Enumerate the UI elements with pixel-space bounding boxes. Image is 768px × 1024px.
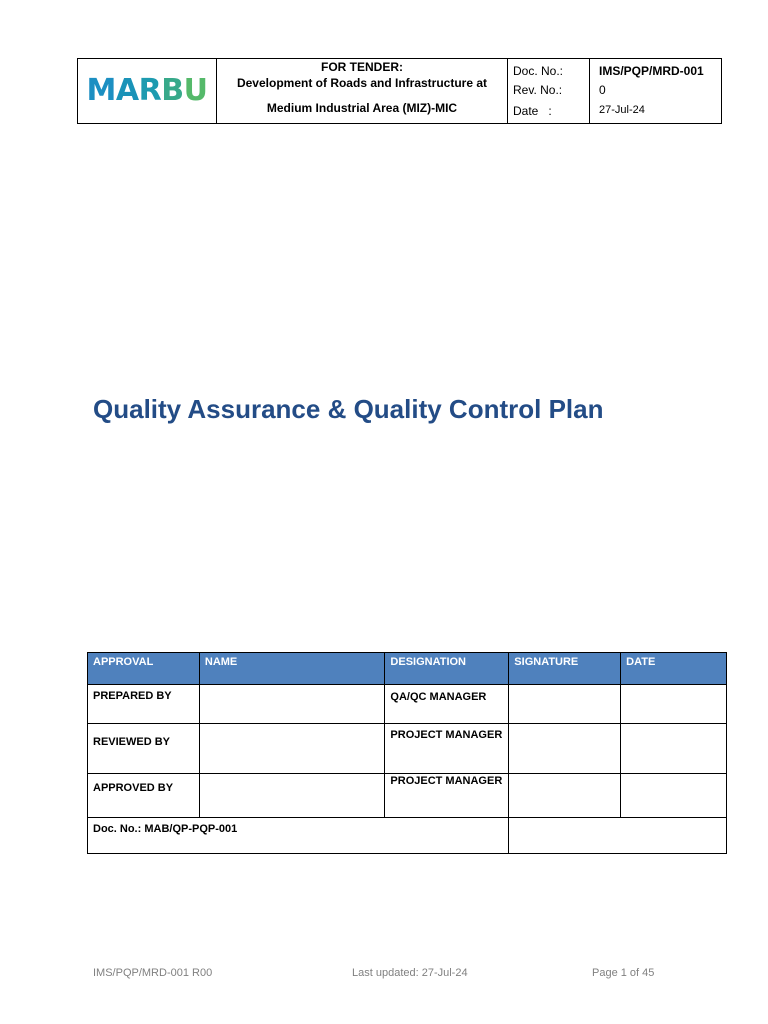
col-name: NAME: [199, 653, 385, 685]
approval-table: [87, 652, 727, 854]
col-date: DATE: [621, 653, 727, 685]
footer-doc-ref: IMS/PQP/MRD-001 R00: [93, 967, 213, 979]
col-approval: APPROVAL: [88, 653, 200, 685]
logo-letter: R: [138, 73, 162, 108]
doc-no-value: IMS/PQP/MRD-001: [599, 64, 704, 78]
col-designation: DESIGNATION: [385, 653, 509, 685]
doc-no-label: Doc. No.:: [513, 64, 564, 78]
designation-cell: PROJECT MANAGER: [385, 774, 509, 818]
document-meta-cell: [508, 59, 721, 123]
name-cell: [199, 724, 385, 774]
name-cell: [199, 685, 385, 724]
date-cell: [621, 774, 727, 818]
rev-no-value: 0: [599, 83, 606, 97]
tender-label: FOR TENDER:: [321, 60, 403, 74]
col-signature: SIGNATURE: [509, 653, 621, 685]
logo-letter: U: [183, 73, 208, 108]
project-line-1: Development of Roads and Infrastructure at: [236, 76, 488, 90]
logo-letter: B: [161, 73, 184, 108]
approval-header-row: [88, 653, 727, 685]
date-cell: [621, 724, 727, 774]
designation-cell: PROJECT MANAGER: [385, 724, 509, 774]
project-title-cell: [217, 59, 508, 123]
footer-last-updated: Last updated: 27-Jul-24: [352, 967, 468, 979]
document-header: [77, 58, 722, 124]
logo-cell: [78, 59, 217, 123]
designation-cell: QA/QC MANAGER: [385, 685, 509, 724]
project-line-2: Medium Industrial Area (MIZ)-MIC: [266, 101, 458, 115]
date-value: 27-Jul-24: [599, 104, 645, 116]
table-row: [88, 685, 727, 724]
table-row: [88, 818, 727, 854]
doc-no-blank-cell: [509, 818, 727, 854]
name-cell: [199, 774, 385, 818]
document-title: Quality Assurance & Quality Control Plan: [93, 394, 604, 424]
approval-cell: REVIEWED BY: [88, 724, 200, 774]
table-row: [88, 724, 727, 774]
logo-letter: A: [115, 73, 139, 108]
footer-page-number: Page 1 of 45: [592, 967, 655, 979]
date-label: Date :: [513, 104, 552, 118]
signature-cell: [509, 774, 621, 818]
rev-no-label: Rev. No.:: [513, 83, 563, 97]
date-cell: [621, 685, 727, 724]
approval-cell: PREPARED BY: [88, 685, 200, 724]
table-row: [88, 774, 727, 818]
signature-cell: [509, 724, 621, 774]
logo-letter: M: [86, 73, 116, 108]
meta-divider: [589, 59, 590, 123]
approval-cell: APPROVED BY: [88, 774, 200, 818]
signature-cell: [509, 685, 621, 724]
doc-no-cell: Doc. No.: MAB/QP-PQP-001: [88, 818, 509, 854]
company-logo: [86, 73, 208, 108]
